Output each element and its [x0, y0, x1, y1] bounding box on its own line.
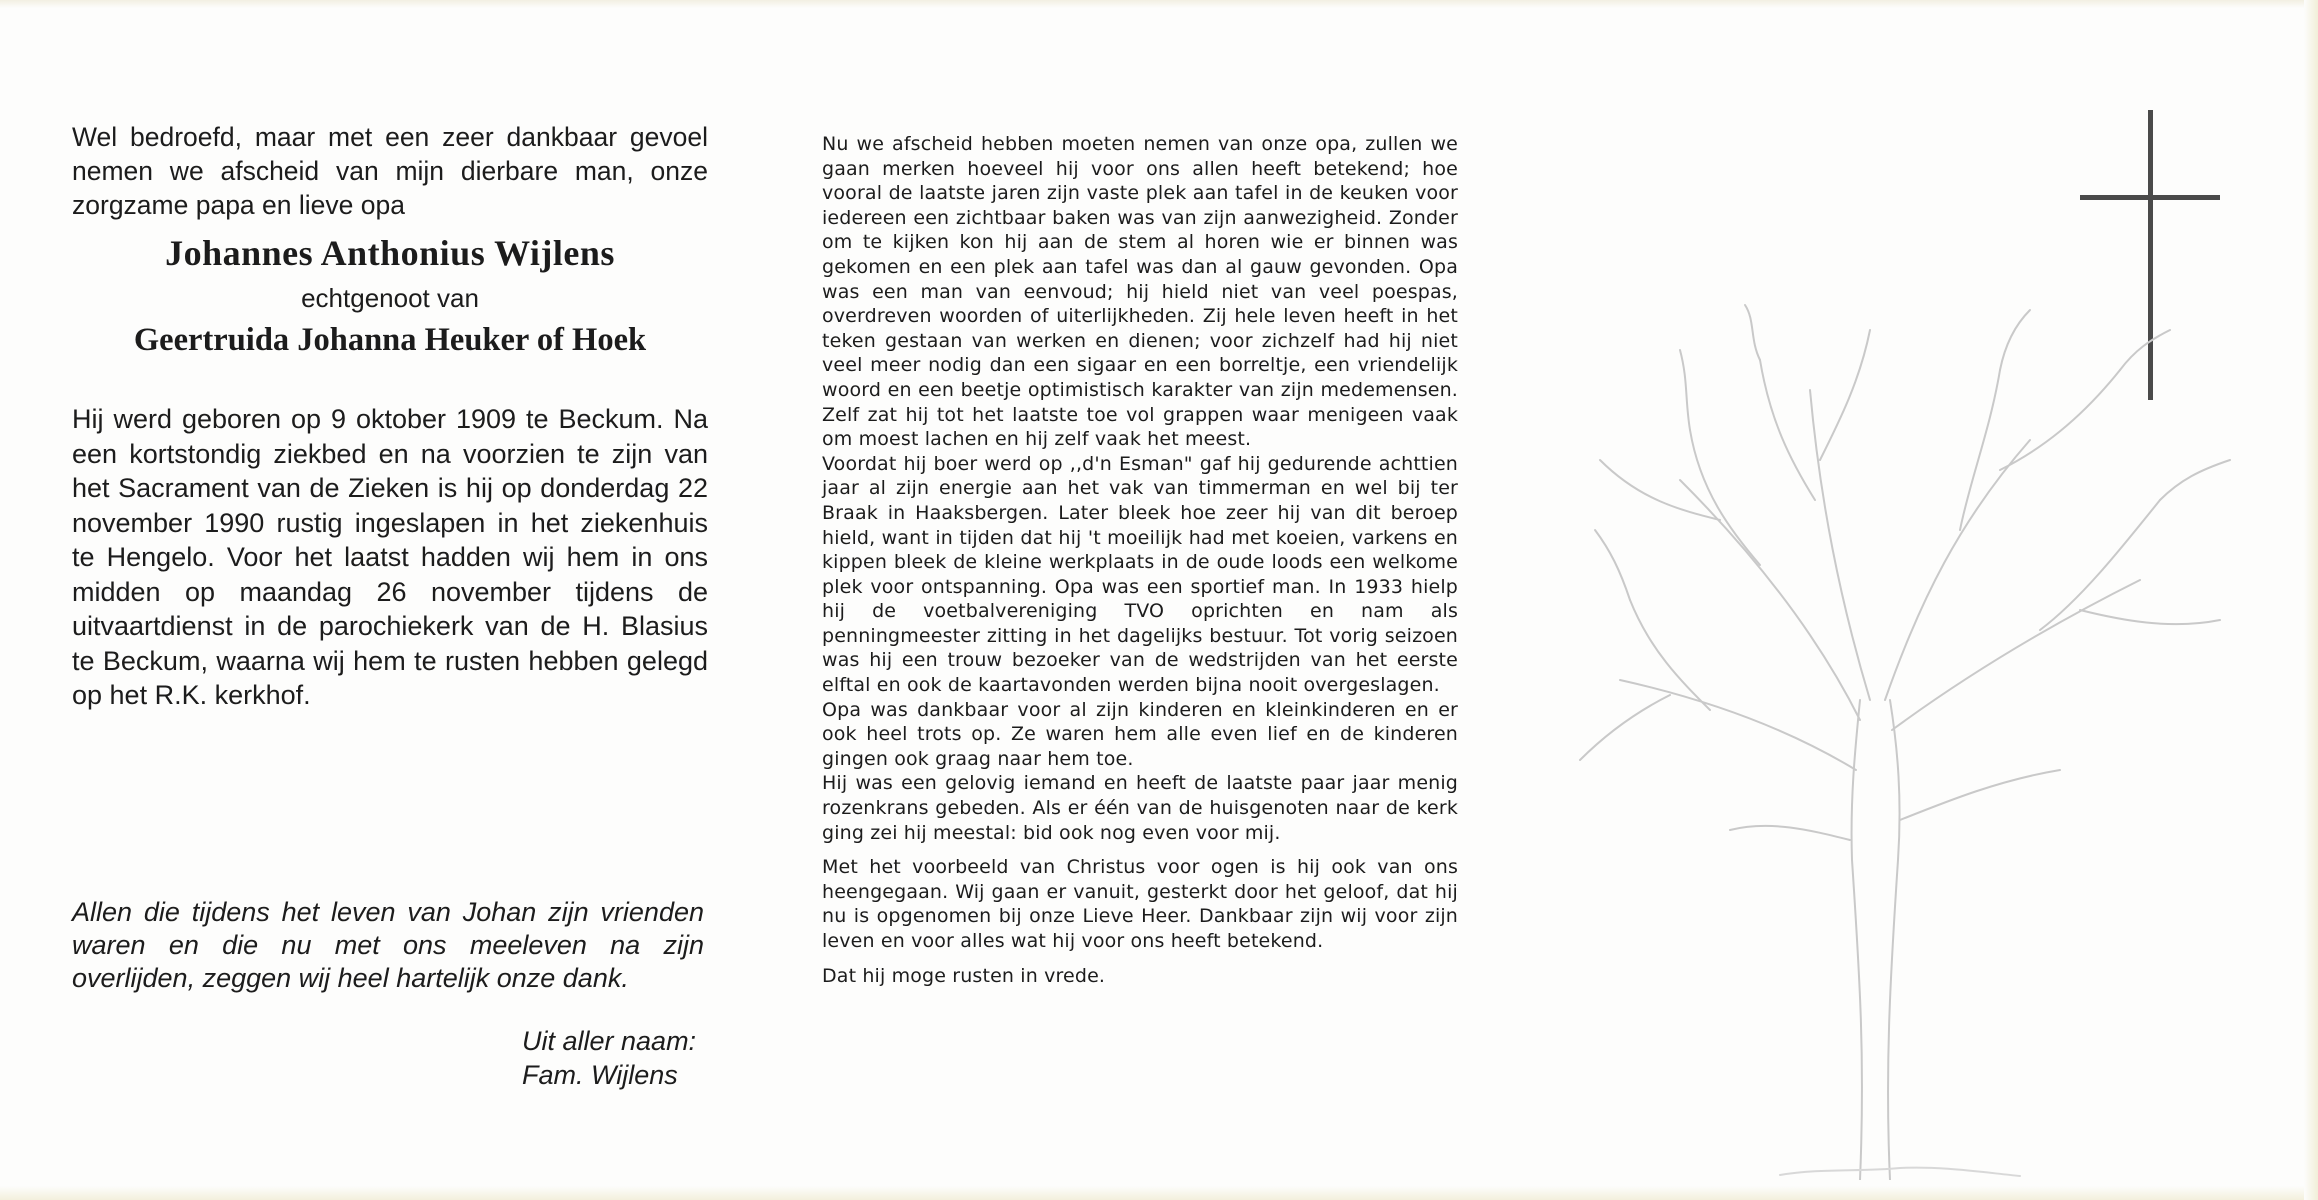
paper-edge-bottom — [0, 1186, 2318, 1200]
deceased-name: Johannes Anthonius Wijlens — [165, 233, 615, 273]
biography-text: Hij werd geboren op 9 oktober 1909 te Beckum. Na een kortstondig ziekbed en na voorzien te zijn van het Sacrament van de Zieken is hij op donderdag 22 november 1990 rustig ingeslapen in het ziekenhuis te Hengelo. Voor het laatst hadden wij hem in ons midden op maandag 26 november tijdens de uitvaartdienst in de parochiekerk van de H. Blasius te Beckum, waarna wij hem te rusten hebben gelegd op het R.K. kerkhof. — [72, 404, 708, 710]
relation-label: echtgenoot van — [301, 283, 479, 313]
paragraph-rest: Dat hij moge rusten in vrede. — [822, 964, 1106, 987]
paragraph-career: Voordat hij boer werd op ,,d'n Esman" gaf hij gedurende achttien jaar al zijn energie aan het vak van timmerman en wel bij ter Braak in Haaksbergen. Later bleek hoe zeer hij van dit beroep hield, want in tijden dat hij 't moeilijk had met koeien, varkens en kippen bleek de kleine werkplaats in de oude loods een welkome plek voor ontspanning. Opa was een sportief man. In 1933 hielp hij de voetbalvereniging TVO oprichten en nam als penningmeester zitting in het dagelijks bestuur. Tot vorig seizoen was hij een trouw bezoeker van de wedstrijden van het eerste elftal en ook de kaartavonden werden bijna nooit overgeslagen. — [822, 452, 1458, 697]
paper-edge-right — [2304, 0, 2318, 1200]
thanks-text: Allen die tijdens het leven van Johan zijn vrienden waren en die nu met ons meeleven na zijn overlijden, zeggen wij heel hartelijk onze dank. — [72, 897, 704, 993]
bare-tree-icon — [1560, 300, 2260, 1180]
paragraph-family: Opa was dankbaar voor al zijn kinderen en kleinkinderen en er ook heel trots op. Ze waren hem alle even lief en de kinderen gingen ook graag naar hem toe. — [822, 698, 1458, 770]
signature-block — [522, 1024, 696, 1092]
paper-edge-top — [0, 0, 2318, 8]
signature-line-1: Uit aller naam: — [522, 1026, 697, 1056]
left-panel — [72, 120, 708, 740]
middle-column — [822, 132, 1458, 988]
paragraph-faith: Hij was een gelovig iemand en heeft de laatste paar jaar menig rozenkrans gebeden. Als er één van de huisgenoten naar de kerk ging zei hij meestal: bid ook nog even voor mij. — [822, 772, 1458, 844]
paragraph-tribute: Nu we afscheid hebben moeten nemen van onze opa, zullen we gaan merken hoeveel hij voor ons allen heeft betekend; hoe vooral de laatste jaren zijn vaste plek aan tafel in de keuken voor iedereen een zichtbaar baken was van zijn aanwezigheid. Zonder om te kijken kon hij aan de stem al horen wie er binnen was gekomen en een plek aan tafel was dan al gauw gevonden. Opa was een man van eenvoud; hij hield niet van veel poespas, overdreven woorden of uiterlijkheden. Zij hele leven heeft in het teken gestaan van werken en dienen; voor zichzelf had hij niet veel meer nodig dan een sigaar en een borreltje, een vriendelijk woord en een beetje optimistisch karakter van zijn medemensen. Zelf zat hij tot het laatste toe vol grappen waar menigeen vaak om moest lachen en hij zelf vaak het meest. — [822, 133, 1458, 451]
cross-horizontal-bar — [2080, 195, 2220, 200]
signature-line-2: Fam. Wijlens — [522, 1060, 678, 1090]
paragraph-christ: Met het voorbeeld van Christus voor ogen is hij ook van ons heengegaan. Wij gaan er vanuit, gesterkt door het geloof, dat hij nu is opgenomen bij onze Lieve Heer. Dankbaar zijn wij voor zijn leven en voor alles wat hij voor ons heeft betekend. — [822, 856, 1458, 952]
spouse-name: Geertruida Johanna Heuker of Hoek — [133, 322, 647, 358]
intro-text: Wel bedroefd, maar met een zeer dankbaar gevoel nemen we afscheid van mijn dierbare man, onze zorgzame papa en lieve opa — [72, 122, 708, 220]
